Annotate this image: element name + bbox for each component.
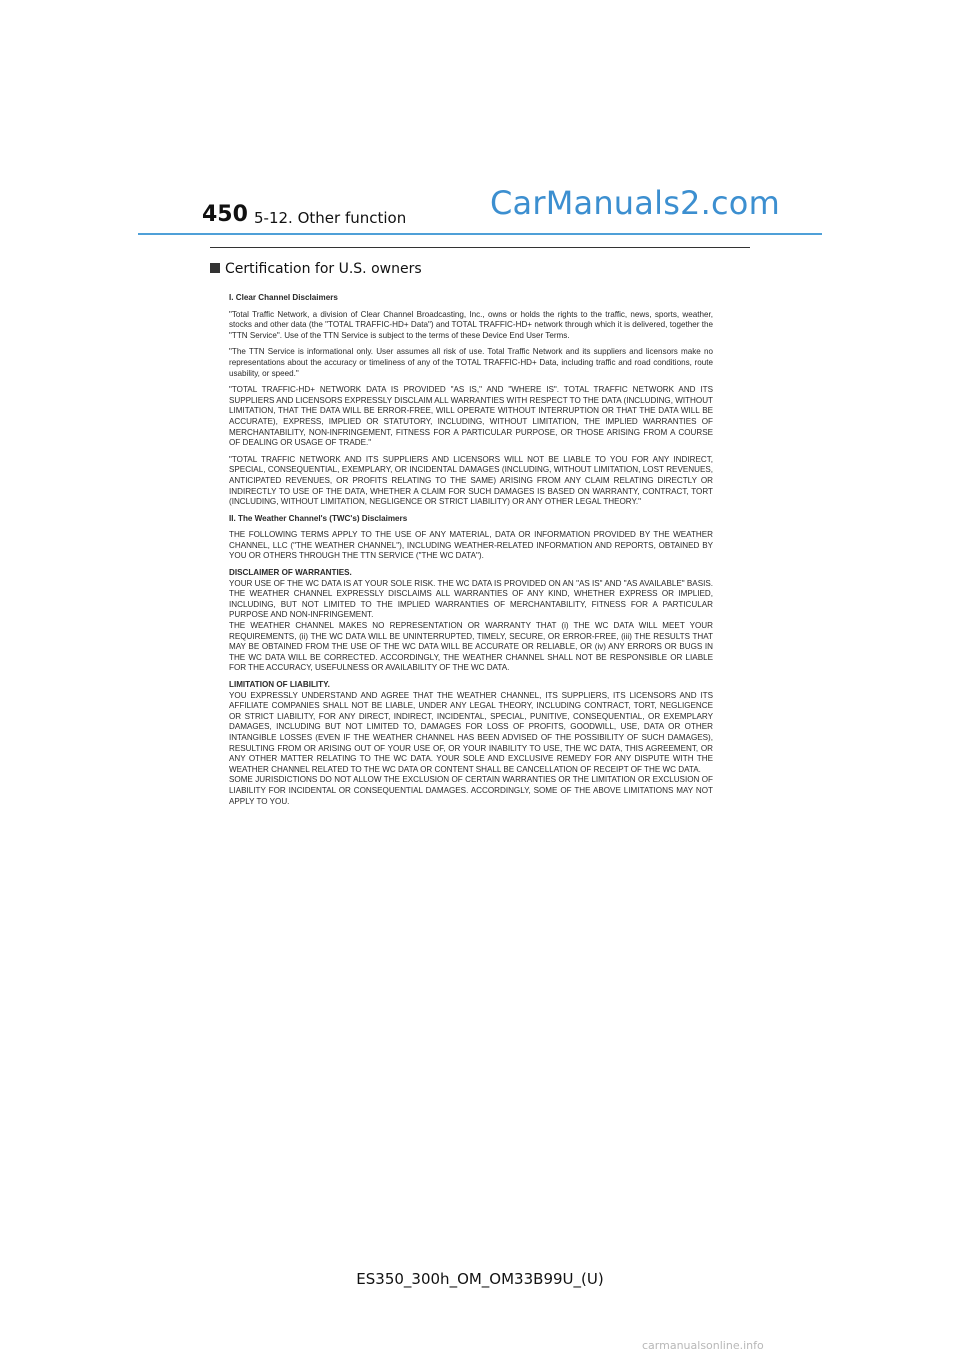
square-bullet-icon [210, 263, 220, 273]
paragraph-6: YOUR USE OF THE WC DATA IS AT YOUR SOLE RISK. THE WC DATA IS PROVIDED ON AN "AS IS" AND "AS AVAILABLE" BASIS. THE WEATHER CHANNEL EXPRESSLY DISCLAIMS ALL WARRANTIES OF ANY KIND, WHETHER EXPRESS OR IMPLIED, INCLUDING, BUT NOT LIMITED TO THE IMPLIED WARRANTIES OF MERCHANTABILITY, FITNESS FOR A PARTICULAR PURPOSE AND NON-INFRINGEMENT. [229, 578, 713, 620]
certification-heading-text: Certification for U.S. owners [225, 261, 422, 277]
paragraph-2: "The TTN Service is informational only. User assumes all risk of use. Total Traffic Network and its suppliers and licensors make no representations about the accuracy or timeliness of any of the TOTAL TRAFFIC-HD+ Data, including traffic and road conditions, route usability, or speed." [229, 347, 713, 378]
watermark-logo: CarManuals2.com [490, 184, 780, 222]
header-rule [138, 233, 822, 235]
content-rule [210, 247, 750, 248]
paragraph-8: YOU EXPRESSLY UNDERSTAND AND AGREE THAT THE WEATHER CHANNEL, ITS SUPPLIERS, ITS LICENSORS AND ITS AFFILIATE COMPANIES SHALL NOT BE LIABLE, UNDER ANY LEGAL THEORY, INCLUDING CONTRACT, TORT, NEGLIGENCE OR STRICT LIABILITY, FOR ANY DIRECT, INDIRECT, INCIDENTAL, SPECIAL, PUNITIVE, CONSEQUENTIAL, OR EXEMPLARY DAMAGES, INCLUDING BUT NOT LIMITED TO, DAMAGES FOR LOSS OF PROFITS, GOODWILL, USE, DATA OR OTHER INTANGIBLE LOSSES (EVEN IF THE WEATHER CHANNEL HAS BEEN ADVISED OF THE POSSIBILITY OF SUCH DAMAGES), RESULTING FROM OR ARISING OUT OF YOUR USE OF, OR YOUR INABILITY TO USE, THE WC DATA, THIS AGREEMENT, OR ANY OTHER MATTER RELATING TO THE WC DATA. YOUR SOLE AND EXCLUSIVE REMEDY FOR ANY DISPUTE WITH THE WEATHER CHANNEL RELATED TO THE WC DATA OR CONTENT SHALL BE CANCELLATION OF RECEIPT OF THE WC DATA. [229, 690, 713, 774]
disclaimer-title: DISCLAIMER OF WARRANTIES. [229, 568, 352, 578]
section-title: 5-12. Other function [254, 209, 407, 227]
page-number: 450 [202, 202, 248, 227]
weather-channel-title: II. The Weather Channel's (TWC's) Disclaimers [229, 513, 408, 523]
disclaimer-section [229, 568, 713, 674]
paragraph-9: SOME JURISDICTIONS DO NOT ALLOW THE EXCLUSION OF CERTAIN WARRANTIES OR THE LIMITATION OR EXCLUSION OF LIABILITY FOR INCIDENTAL OR CONSEQUENTIAL DAMAGES. ACCORDINGLY, SOME OF THE ABOVE LIMITATIONS MAY NOT APPLY TO YOU. [229, 775, 713, 806]
paragraph-5: THE FOLLOWING TERMS APPLY TO THE USE OF ANY MATERIAL, DATA OR INFORMATION PROVIDED BY THE WEATHER CHANNEL, LLC ("THE WEATHER CHANNEL"), INCLUDING WEATHER-RELATED INFORMATION AND REPORTS, OBTAINED BY YOU OR OTHERS THROUGH THE TTN SERVICE ("THE WC DATA"). [229, 530, 713, 561]
legal-text-block [229, 293, 713, 807]
paragraph-4: "TOTAL TRAFFIC NETWORK AND ITS SUPPLIERS AND LICENSORS WILL NOT BE LIABLE TO YOU FOR ANY INDIRECT, SPECIAL, CONSEQUENTIAL, EXEMPLARY, OR INCIDENTAL DAMAGES (INCLUDING, WITHOUT LIMITATION, LOST REVENUES, ANTICIPATED REVENUES, OR PROFITS RELATING TO THE SAME) ARISING FROM ANY CLAIM RELATING DIRECTLY OR INDIRECTLY TO USE OF THE DATA, WHETHER A CLAIM FOR SUCH DAMAGES IS BASED ON WARRANTY, CONTRACT, TORT (INCLUDING, WITHOUT LIMITATION, NEGLIGENCE OR STRICT LIABILITY) OR ANY OTHER LEGAL THEORY." [229, 454, 713, 507]
paragraph-3: "TOTAL TRAFFIC-HD+ NETWORK DATA IS PROVIDED "AS IS," AND "WHERE IS". TOTAL TRAFFIC NETWORK AND ITS SUPPLIERS AND LICENSORS EXPRESSLY DISCLAIM ALL WARRANTIES WITH RESPECT TO THE DATA (INCLUDING, WITHOUT LIMITATION, THAT THE DATA WILL BE ERROR-FREE, WILL OPERATE WITHOUT INTERRUPTION OR THAT THE DATA WILL BE ACCURATE), EXPRESS, IMPLIED OR STATUTORY, INCLUDING, WITHOUT LIMITATION, THE IMPLIED WARRANTIES OF MERCHANTABILITY, NON-INFRINGEMENT, FITNESS FOR A PARTICULAR PURPOSE, OR THOSE ARISING FROM A COURSE OF DEALING OR USAGE OF TRADE." [229, 385, 713, 448]
footer-watermark: carmanualsonline.info [642, 1339, 764, 1352]
certification-heading [210, 261, 422, 277]
clear-channel-title: I. Clear Channel Disclaimers [229, 293, 338, 302]
limitation-title: LIMITATION OF LIABILITY. [229, 680, 330, 689]
page-header [0, 0, 960, 240]
limitation-section [229, 680, 713, 807]
paragraph-1: "Total Traffic Network, a division of Clear Channel Broadcasting, Inc., owns or holds the rights to the traffic, news, sports, weather, stocks and other data (the "TOTAL TRAFFIC-HD+ Data") and TOTAL TRAFFIC-HD+ network through which it is delivered, together the "TTN Service". Use of the TTN Service is subject to the terms of these Device End User Terms. [229, 309, 713, 340]
document-code: ES350_300h_OM_OM33B99U_(U) [356, 1270, 604, 1288]
paragraph-7: THE WEATHER CHANNEL MAKES NO REPRESENTATION OR WARRANTY THAT (i) THE WC DATA WILL MEET YOUR REQUIREMENTS, (ii) THE WC DATA WILL BE UNINTERRUPTED, TIMELY, SECURE, OR ERROR-FREE, (iii) THE RESULTS THAT MAY BE OBTAINED FROM THE USE OF THE WC DATA WILL BE ACCURATE OR RELIABLE, OR (iv) ANY ERRORS OR BUGS IN THE WC DATA WILL BE CORRECTED. ACCORDINGLY, THE WEATHER CHANNEL SHALL NOT BE RESPONSIBLE OR LIABLE FOR THE ACCURACY, USEFULNESS OR AVAILABILITY OF THE WC DATA. [229, 621, 713, 673]
